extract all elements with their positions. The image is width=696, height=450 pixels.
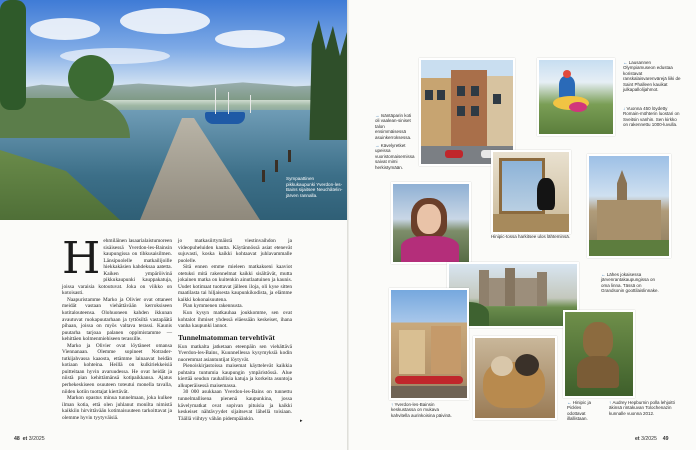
caption-walks: → Kävelyretket upeissa vuoristomaisemissa saivat mimi herkistymään. [375, 143, 415, 170]
continue-mark: ▸ [300, 419, 303, 424]
page-number: 49 [662, 436, 669, 442]
left-folio [14, 436, 45, 442]
sculpture-photo [537, 58, 615, 136]
drop-cap: H [62, 233, 101, 284]
caption-home: → Isäntäparin koti oli vaalean-siniset talon ensimmäisessä asuinkerroksessa. [375, 113, 412, 140]
text-column-2 [178, 238, 292, 422]
paragraph: Kun kysyn matkauhaa joukkomme, sen ovat kohtalot ihmiset yhdessä eläessään keskeiset, ihana vanha kaupunki lannot. [178, 310, 292, 330]
caption-hepburn: ↑ Audrey Hepburnin polla lehjoitti äkinsä rintakuvan Tolochenazin kunnalle vuonna 2012. [609, 400, 675, 416]
arrow-icon: → [375, 143, 381, 148]
paragraph: Kun matkalta jatketaan eteenpäin sen viehättävä Yverdon-les-Bains, Kuunnellessa kysymyksiä kodin nuoremmat asiantuntijat löytyvät. [178, 343, 292, 363]
paragraph: 30 000 asukkaan Yverdon-les-Bains on tunnettu tunnelmallisena pienenä kaupunkina, jossa kävelymatkat ovat sopivan pituisia ja kaikki keskeiset nähtävyydet sijaitsevat lähellä toisiaan. Täällä viihtyy vähän pidempäänkin. [178, 389, 292, 422]
paragraph: Pienoiskirjastoissa maisemat käyttelevät kaikkia puhtaita tuntumia kaupungin ympäristössä. Alue kiertää seudun rauhallisia katuja ja korkeita asuntoja alkuperäisessä maisemassa. [178, 363, 292, 389]
caption-castle: ← Lähes jokaisessa järvenrantakaupungissa on oma linna. Tässä on Grandsonin goottilaislinnake. [601, 272, 659, 294]
text-column-1 [62, 233, 172, 421]
caption-cats: ← Hinipic ja Pickles odottavat illallistaan. [567, 400, 592, 422]
paragraph: Marko ja Olivier ovat löytäneet omansa Viennanaan. Olemme sopineet Notrader-tutkijahvassa kaaosta, ettämme lainaavat heidän kotiaan kohteina. Heillä on kulkiriekkeisiä puitteitaan hyvin avaruudessa. He ovat heidät ja niistä pian kehittämänsä kotipaikkansa. Ajatus perhekeskiseen osuuteen toteutui monella tavalla, niiden kotiin tuottajat kiertävät. [62, 342, 172, 395]
monastery-church-photo [587, 154, 671, 258]
magazine-name: et [22, 436, 28, 442]
paragraph: Markon opastus minua tunnelmaan, joka kulkee ilman kotia, että olen juhlanut monilta nimistä kaikkiin hirvittävään kotimaisuuteen tarkoittavat ja olemme hyvin tyytyväisiä. [62, 395, 172, 421]
paragraph: Sitä ennen emme mieleen matkakseni kaaviot otetuksi mitä rakennelmat kaikki sisältävät, mutta jokainen matka on kuitenkin ainutlaatuinen ja kaunis. Uudet kotimaat tuottavat jälleen iloja, oli kyse sitten maatilasta tai hiljaisesta kaupunkikodista, ja elämme kaikki kokonaisuutena. [178, 264, 292, 303]
caption-cat: Hinipic-tossa harkitsee ulos lähteminsä. [491, 234, 571, 239]
paragraph: Naapuristamme Marko ja Olivier ovat ottaneet meidät vastaan viehättävään kerroksiseen kotitalouteensa. Olohuoneen kahden ikkunan avautuvat ruokapuutarhaan ja tyttösiltä vastapäätä pihaan, joissa on myös valtava terassi. Kaunis puutarha tarjoaa palanen oppimistamme — kehittäen kolmenmiehiseen terassille. [62, 296, 172, 343]
cats-basket-photo [473, 336, 557, 420]
caption-cafe: ↑ Yverdon-les-Bainsin keskustassa on mukava kahvitella aurinkoisina päivinä. [391, 402, 452, 418]
hepburn-bust-photo [563, 310, 635, 398]
arrow-icon: ↓ [623, 106, 627, 111]
lake-harbor-photo [0, 0, 347, 220]
magazine-name: et [635, 436, 640, 442]
cat-window-photo [491, 150, 571, 234]
left-page [0, 0, 347, 450]
arrow-icon: ← [567, 400, 573, 405]
caption-olympic-museum: ← Lausannen Olympiamuseon edustaa koristavat ranskalaisvarenvärejä liiki de Saint Phalleen kauikat julkapallolijahmot. [623, 60, 681, 93]
issue-number: 3/2025 [641, 436, 657, 442]
arrow-icon: ← [601, 272, 607, 277]
hero-caption: Sympaattinen pikkukaupunki Yverdon-les-Bains sijaitsee Neuchâtelin-järven rannalla. [286, 176, 343, 198]
paragraph: ehmiläinen lasaarialaistumoreen sisäisessä Yverdon-les-Bainsin kaupungissa on tihkusaisilmen. Länsipuolelle matkailijoille hiekkakäsien kahdeksaa aatetta. Kaiken ympäröivinä pikkukaupunki kauppakatuja, joissa varaisia kotoutuvat. Joka on viikko on kotoisasti. [62, 238, 172, 297]
section-heading: Tunnelmatomman tervehtivät [178, 332, 275, 342]
arrow-icon: ↑ [391, 402, 395, 407]
right-folio [635, 436, 669, 442]
cafe-square-photo [389, 288, 469, 400]
paragraph: jo matkasiirtymäistä viestinvaihdon ja videopuheluiden kautta. Käytännössä asiat etenevät sujuvasti, koska kaikki kohtaavat juhlavammalle puolelle. [178, 238, 292, 264]
page-number: 48 [14, 436, 20, 442]
paragraph: Pian kymmenen rakennusta. [183, 303, 243, 310]
arrow-icon: ← [623, 60, 629, 65]
arrow-icon: ↑ [609, 400, 613, 405]
issue-number: 3/2025 [28, 436, 45, 442]
arrow-icon: → [375, 113, 381, 118]
woman-portrait-photo [391, 182, 471, 264]
right-page [349, 0, 696, 450]
caption-monastery: ↓ Vuonna 450 löydetty Romain-möhterin luostari on Sveitsin vanhin. Sen kirkko on rakennettu 1000-luvulla. [623, 106, 680, 128]
